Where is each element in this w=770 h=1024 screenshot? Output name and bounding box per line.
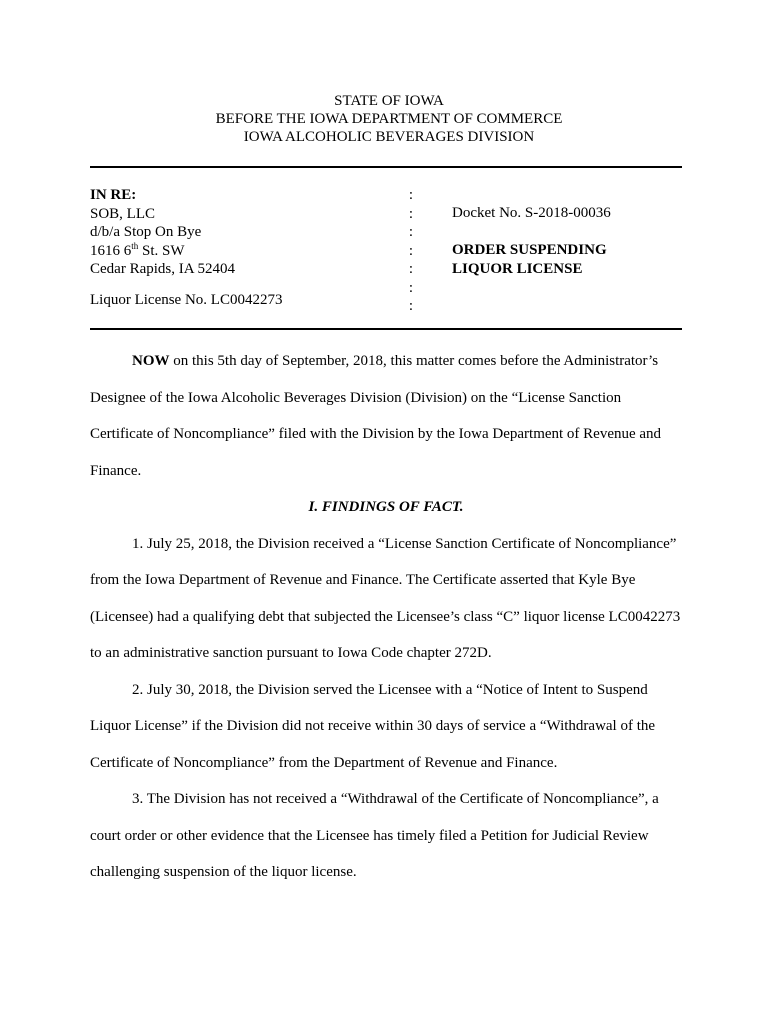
party-address <box>90 242 282 261</box>
document-header <box>0 92 770 146</box>
finding-2: 2. July 30, 2018, the Division served the Licensee with a “Notice of Intent to Suspend Liquor License” if the Division did not receive within 30 days of service a “Withdrawal of the Certificate of Noncompliance” from the Department of Revenue and Finance. <box>90 681 656 771</box>
caption-bottom-rule <box>90 328 682 330</box>
caption-colon: : <box>408 187 414 203</box>
intro-paragraph <box>90 343 682 489</box>
order-title-line1: ORDER SUSPENDING <box>452 242 607 258</box>
caption-colon: : <box>408 205 414 222</box>
findings-heading: I. FINDINGS OF FACT. <box>308 499 464 515</box>
in-re-label: IN RE: <box>90 187 137 203</box>
license-number: Liquor License No. LC0042273 <box>90 291 283 308</box>
header-division: IOWA ALCOHOLIC BEVERAGES DIVISION <box>243 129 535 145</box>
party-dba: d/b/a Stop On Bye <box>90 224 202 240</box>
address-number: 1616 6 <box>90 242 132 259</box>
address-street: St. SW <box>138 242 185 259</box>
party-name: SOB, LLC <box>90 205 156 222</box>
caption-colon: : <box>408 242 414 259</box>
finding-3: 3. The Division has not received a “Withdrawal of the Certificate of Noncompliance”, a court order or other evidence that the Licensee has timely filed a Petition for Judicial Review challenging suspension of the liquor license. <box>90 791 659 880</box>
caption-colon: : <box>408 224 414 240</box>
order-title-line2: LIQUOR LICENSE <box>452 260 583 277</box>
caption-docket-block <box>452 204 611 278</box>
address-ordinal: th <box>131 240 139 251</box>
order-body <box>90 343 682 891</box>
docket-number: Docket No. S-2018-00036 <box>452 205 611 221</box>
header-department: BEFORE THE IOWA DEPARTMENT OF COMMERCE <box>215 111 563 127</box>
caption-colon: : <box>408 298 414 314</box>
header-state: STATE OF IOWA <box>334 93 444 109</box>
caption-colon-column <box>406 186 416 316</box>
caption-top-rule <box>90 166 682 168</box>
party-city: Cedar Rapids, IA 52404 <box>90 261 235 277</box>
caption-party-block <box>90 186 282 309</box>
finding-1: 1. July 25, 2018, the Division received a “License Sanction Certificate of Noncompliance” from the Iowa Department of Revenue and Finance. The Certificate asserted that Kyle Bye (Licensee) had a qualifying debt that subjected the Licensee’s class “C” liquor license LC0042273 to an administrative sanction pursuant to Iowa Code chapter 272D. <box>90 535 681 661</box>
intro-text: on this 5th day of September, 2018, this matter comes before the Administrator’s Designee of the Iowa Alcoholic Beverages Division (Division) on the “License Sanction Certificate of Noncompliance” filed with the Division by the Iowa Department of Revenue and Finance. <box>90 353 662 479</box>
caption-colon: : <box>408 261 414 277</box>
intro-now: NOW <box>132 353 170 369</box>
caption-colon: : <box>408 279 414 296</box>
